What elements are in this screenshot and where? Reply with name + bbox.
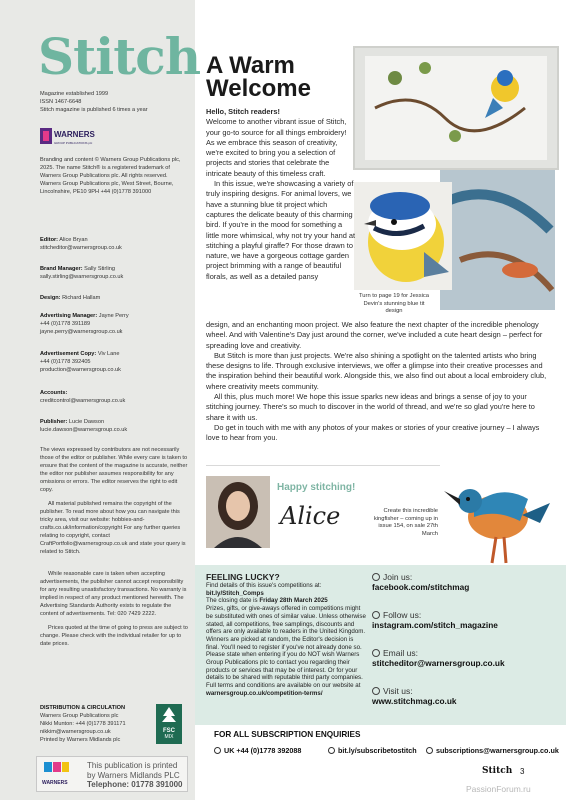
lucky-heading: FEELING LUCKY? [206,572,280,582]
accounts-email[interactable]: creditcontrol@warnersgroup.co.uk [40,398,126,404]
instagram-contact [372,610,498,630]
terms-text: Prizes, gifts, or give-aways offered in competitions might be substituted with ones of similar value. Unless otherwise stated, all competitions, free samplings, discounts and offers are only available to readers in the United Kingdom. Winners are picked at random, the Editor's decision is final. You'll need to register if you've not already done so. Please state when entering if you do NOT wish Warners Group Publications plc to contact you regarding their products or services that may be of interest. Or for your details to be shared with reputable third party companies. Full terms and conditions are available on our website at [206,605,366,690]
lucky-intro: Find details of this issue's competitions at: [206,582,322,589]
printed-line-2: by Warners Midlands PLC [87,770,180,780]
brand-manager-label: Brand Manager: [40,266,83,272]
printed-line-3: Telephone: 01778 391000 [87,780,183,789]
warners-logo [40,126,96,148]
stitch-logo: Stitch [38,27,201,86]
happy-stitching-heading: Happy stitching! [277,482,356,493]
bluetit-embroidery-image [354,182,452,290]
at-icon [426,747,433,754]
distribution-label: DISTRIBUTION & CIRCULATION [40,705,126,711]
fsc-mix: MIX [164,734,174,740]
email-contact [372,648,505,668]
showcase-paragraph: In this issue, we're showcasing a variety of truly inspiring designs. For animal lovers, we have a stunning blue tit project which captures the delicate beauty of this charming bird. If you're in the mood for something a little more whimsical, why not try your hand at stitching a playful giraffe? For those drawn to nature, we have a gorgeous cottage garden project brimming with a range of beautiful florals, as well as a detailed pansy [206,179,356,281]
printed-line-1: This publication is printed [87,761,178,770]
ad-manager-label: Advertising Manager: [40,313,98,319]
accounts-label: Accounts: [40,390,68,396]
title-line-1: A Warm [206,52,295,79]
issn-text: ISSN 1467-6648 [40,99,82,105]
design-name: Richard Hallam [62,295,101,301]
printer-text: Printed by Warners Midlands plc [40,737,121,743]
ad-manager-name: Jayne Perry [98,313,129,319]
page-number: 3 [520,767,525,776]
warners-small-logo-text: WARNERS [42,780,68,786]
ad-copy-email[interactable]: production@warnersgroup.co.uk [40,367,121,373]
editor-signature: Alice [280,502,341,530]
greeting: Hello, Stitch readers! [206,107,280,116]
facebook-icon [372,573,380,581]
embroidery-background-photo [440,170,555,310]
disclaimer-prices: Prices quoted at the time of going to press are subject to change. Please check with the individual retailer for up to date prices. [40,625,188,647]
facebook-link[interactable]: facebook.com/stitchmag [372,582,470,592]
publisher-email[interactable]: lucie.dawson@warnersgroup.co.uk [40,427,128,433]
masthead-info [40,90,190,114]
instagram-link[interactable]: instagram.com/stitch_magazine [372,620,498,630]
kingfisher-embroidery-image [440,465,556,571]
brand-manager-credit [40,265,190,281]
facebook-label: Join us: [383,572,413,582]
showcase-paragraph-continued: design, and an enchanting moon project. We also feature the next chapter of the incredible phenology wheel. And with Valentine's Day just around the corner, we've included a cute heart design – perfect for spreading love and creativity. [206,320,543,350]
ad-copy-credit [40,350,190,374]
ad-copy-phone: +44 (0)1778 392405 [40,359,91,365]
ad-copy-name: Viv Lane [97,351,120,357]
globe-icon [372,687,380,695]
printer-text-block [87,761,182,790]
subscriptions-phone-text: UK +44 (0)1778 392088 [224,746,302,755]
welcome-text-wide [206,320,553,444]
publisher-name: Lucie Dawson [68,419,105,425]
editor-email[interactable]: stitcheditor@warnersgroup.co.uk [40,245,122,251]
frequency-text: Stitch magazine is published 6 times a year [40,107,148,113]
framed-embroidery-image [355,48,557,168]
competitions-block [206,572,366,698]
embroidered-leaves-image [440,170,555,310]
fsc-tree-icon [156,704,182,726]
brand-manager-name: Sally Stirling [84,266,115,272]
framed-bluetit-photo [353,46,559,170]
closing-date: Friday 28th March 2025 [259,597,328,605]
artists-paragraph: But Stitch is more than just projects. We're also shining a spotlight on the talented artists who bring these designs to life. Through exclusive interviews, we offer a glimpse into their creative processes and the inspiration behind their beautiful work. Alongside this, we also find out about a local embroidery club, where creativity meets community. [206,350,547,391]
disclaimer-advertising: While reasonable care is taken when accepting advertisements, the publisher cannot accept responsibility for any resulting unsatisfactory transactions. No warranty is implied in respect of any product mentioned herewith. The Advertising Standards Authority exists to regulate the content of advertisements. Tel: 020 7429 2222. [40,571,187,617]
intro-paragraph: Welcome to another vibrant issue of Stitch, your go-to source for all things embroidery! As we embrace this season of creativity, we're excited to bring you a selection of projects and stories that celebrate the intricate beauty of this timeless craft. [206,117,347,178]
publisher-label: Publisher: [40,419,68,425]
page-title [206,54,311,100]
instagram-label: Follow us: [383,610,422,620]
facebook-contact [372,572,469,592]
publisher-credit [40,418,190,434]
footer-brand: Stitch [482,766,513,776]
distribution-email[interactable]: nikkim@warnersgroup.co.uk [40,729,111,735]
phone-icon [214,747,221,754]
terms-link[interactable]: warnersgroup.co.uk/competition-terms/ [206,689,323,697]
website-link[interactable]: www.stitchmag.co.uk [372,696,457,706]
closing-prefix: The closing date is [206,597,260,605]
editor-photo [206,476,270,548]
printer-box [36,756,188,792]
distribution-contact: Nikki Munton: +44 (0)1778 391171 [40,721,126,727]
editor-portrait [206,476,270,548]
subscriptions-email-text: subscriptions@warnersgroup.co.uk [436,746,559,755]
subscriptions-heading: FOR ALL SUBSCRIPTION ENQUIRIES [214,730,361,739]
disclaimer-editorial: The views expressed by contributors are not necessarily those of the editor or publisher. While every care is taken to ensure that the content of the magazine is accurate, neither the editor nor publisher assumes responsibility for any omissions or errors. The editor reserves the right to edit copy. [40,447,188,493]
ad-manager-email[interactable]: jayne.perry@warnersgroup.co.uk [40,329,123,335]
editor-credit [40,236,190,252]
email-icon [372,649,380,657]
bluetit-caption: Turn to page 19 for Jessica Devin's stunning blue tit design [358,293,430,314]
ad-copy-label: Advertisement Copy: [40,351,97,357]
website-contact [372,686,457,706]
kingfisher-caption: Create this incredible kingfisher – coming up in issue 154, on sale 27th March [373,508,438,537]
distribution-info [40,704,152,744]
accounts-credit [40,389,190,405]
subscriptions-link-text: bit.ly/subscribetostitch [338,746,417,755]
editor-name: Alice Bryan [59,237,88,243]
warners-midlands-logo [41,760,71,788]
subscriptions-link[interactable] [328,746,417,755]
get-in-touch-paragraph: Do get in touch with me with any photos of your makes or stories of your creative journey – I always love to hear from you. [206,422,540,443]
established-text: Magazine established 1999 [40,91,109,97]
warners-logo-text: WARNERS [54,130,95,139]
distribution-company: Warners Group Publications plc [40,713,119,719]
fsc-label: FSC [163,728,175,734]
website-label: Visit us: [383,686,413,696]
ad-manager-credit [40,312,190,336]
subscriptions-bar [206,726,559,762]
email-label: Email us: [383,648,418,658]
email-link[interactable]: stitcheditor@warnersgroup.co.uk [372,658,505,668]
title-line-2: Welcome [206,75,311,102]
branding-text: Branding and content © Warners Group Publications plc, 2025. The name Stitch® is a registered trademark of Warners Group Publications plc. All rights reserved. Warners Group Publications plc, West Street, Bourne, Lincolnshire, PE10 9PH +44 (0)1778 391000 [40,157,181,195]
design-credit [40,294,190,302]
journey-paragraph: All this, plus much more! We hope this issue sparks new ideas and brings a sense of joy to your stitching journey. There's so much to discover in the world of thread, and we're so glad you're here to share it with us. [206,392,535,422]
design-label: Design: [40,295,61,301]
fsc-logo [156,704,182,744]
subscriptions-email[interactable] [426,746,559,755]
disclaimer-copyright: All material published remains the copyright of the publisher. To read more about how you can navigate this tricky area, visit our website: hobbies-and-crafts.co.uk/information/copyright For any further queries relating to copyright, contact CraftPortfolio@warnersgroup.co.uk and state your query is related to Stitch. [40,501,186,555]
watermark: PassionForum.ru [466,784,531,794]
brand-manager-email[interactable]: sally.stirling@warnersgroup.co.uk [40,274,124,280]
welcome-text-narrow [206,107,356,282]
subscriptions-phone[interactable] [214,746,301,755]
ad-manager-phone: +44 (0)1778 391189 [40,321,91,327]
closing-date-line [206,597,366,605]
link-icon [328,747,335,754]
competitions-link[interactable]: bit.ly/Stitch_Comps [206,589,264,597]
instagram-icon [372,611,380,619]
warners-logo-subtext: GROUP PUBLICATIONS plc [54,141,93,145]
bluetit-closeup-photo [354,182,452,290]
editor-label: Editor: [40,237,59,243]
